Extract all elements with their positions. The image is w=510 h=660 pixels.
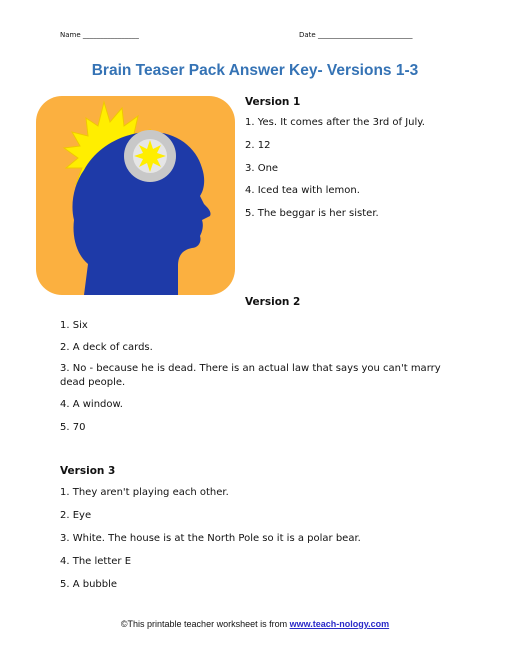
answer-line: 2. Eye (60, 510, 92, 521)
footer (0, 619, 510, 629)
answer-line: 2. A deck of cards. (60, 342, 153, 353)
name-field-label: Name ________________ (60, 31, 139, 39)
answer-line: 3. White. The house is at the North Pole so it is a polar bear. (60, 533, 361, 544)
answer-line: 1. Yes. It comes after the 3rd of July. (245, 117, 425, 128)
answer-line: 1. Six (60, 320, 88, 331)
answer-line: 4. A window. (60, 399, 123, 410)
answer-line: 3. One (245, 163, 279, 174)
date-field-label: Date ___________________________ (299, 31, 413, 39)
answer-line: 5. 70 (60, 422, 86, 433)
answer-line: 2. 12 (245, 140, 271, 151)
answer-line: 5. A bubble (60, 579, 118, 590)
answer-line: dead people. (60, 377, 126, 388)
footer-text: ©This printable teacher worksheet is from (120, 619, 290, 629)
version-heading: Version 2 (245, 296, 301, 308)
version-heading: Version 1 (245, 96, 301, 108)
answer-line: 4. The letter E (60, 556, 132, 567)
version-heading: Version 3 (60, 465, 116, 477)
answer-line: 4. Iced tea with lemon. (245, 185, 360, 196)
answer-line: 5. The beggar is her sister. (245, 208, 379, 219)
answer-line: 1. They aren't playing each other. (60, 487, 229, 498)
head-with-sun-icon (36, 96, 235, 295)
answer-line: 3. No - because he is dead. There is an actual law that says you can't marry (60, 363, 441, 374)
page-title: Brain Teaser Pack Answer Key- Versions 1-3 (91, 62, 419, 79)
footer-link[interactable]: www.teach-nology.com (289, 619, 390, 629)
